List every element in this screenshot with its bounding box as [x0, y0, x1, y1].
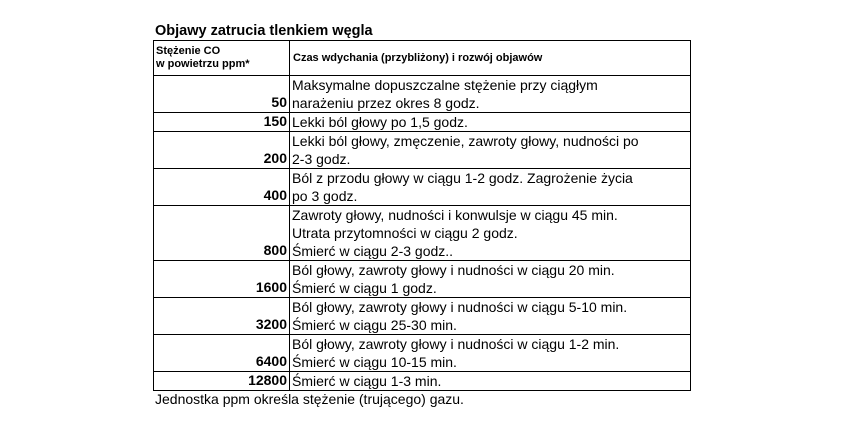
symptoms-cell: Ból głowy, zawroty głowy i nudności w ciągu 1-2 min. Śmierć w ciągu 10-15 min.	[290, 335, 691, 372]
table-row	[154, 372, 691, 391]
document-title: Objawy zatrucia tlenkiem węgla	[155, 23, 373, 39]
header-description: Czas wdychania (przybliżony) i rozwój objawów	[290, 41, 691, 76]
table-row	[154, 169, 691, 206]
symptoms-cell: Zawroty głowy, nudności i konwulsje w ciągu 45 min. Utrata przytomności w ciągu 2 godz. Śmierć w ciągu 2-3 godz..	[290, 206, 691, 261]
concentration-cell: 150	[154, 113, 290, 132]
table-body	[154, 76, 691, 391]
header-concentration: Stężenie CO w powietrzu ppm*	[154, 41, 290, 76]
concentration-cell: 50	[154, 76, 290, 113]
symptoms-cell: Lekki ból głowy po 1,5 godz.	[290, 113, 691, 132]
co-symptoms-table	[153, 40, 691, 391]
table-row	[154, 76, 691, 113]
table-row	[154, 132, 691, 169]
symptoms-cell: Maksymalne dopuszczalne stężenie przy ciągłym narażeniu przez okres 8 godz.	[290, 76, 691, 113]
symptoms-cell: Lekki ból głowy, zmęczenie, zawroty głowy, nudności po 2-3 godz.	[290, 132, 691, 169]
table-row	[154, 261, 691, 298]
document	[153, 22, 690, 408]
concentration-cell: 400	[154, 169, 290, 206]
footnote: Jednostka ppm określa stężenie (trującego) gazu.	[155, 391, 464, 407]
concentration-cell: 200	[154, 132, 290, 169]
symptoms-cell: Ból z przodu głowy w ciągu 1-2 godz. Zagrożenie życia po 3 godz.	[290, 169, 691, 206]
table-row	[154, 298, 691, 335]
table-row	[154, 113, 691, 132]
concentration-cell: 1600	[154, 261, 290, 298]
concentration-cell: 3200	[154, 298, 290, 335]
symptoms-cell: Ból głowy, zawroty głowy i nudności w ciągu 20 min. Śmierć w ciągu 1 godz.	[290, 261, 691, 298]
concentration-cell: 6400	[154, 335, 290, 372]
symptoms-cell: Śmierć w ciągu 1-3 min.	[290, 372, 691, 391]
table-row	[154, 206, 691, 261]
symptoms-cell: Ból głowy, zawroty głowy i nudności w ciągu 5-10 min. Śmierć w ciągu 25-30 min.	[290, 298, 691, 335]
concentration-cell: 12800	[154, 372, 290, 391]
concentration-cell: 800	[154, 206, 290, 261]
table-header-row	[154, 41, 691, 76]
table-row	[154, 335, 691, 372]
